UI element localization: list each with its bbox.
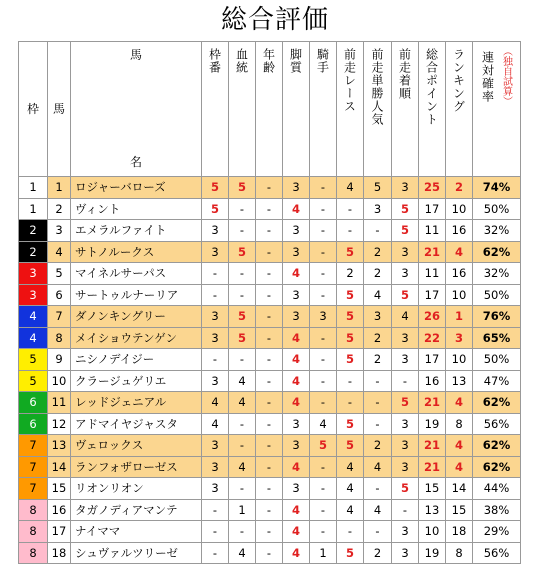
score-cell-col-0: - xyxy=(202,499,229,521)
score-cell-col-2: - xyxy=(256,370,283,392)
waku-cell: 8 xyxy=(19,542,48,564)
score-cell-col-3: 4 xyxy=(283,521,310,543)
score-cell-col-7: 5 xyxy=(392,198,419,220)
score-cell-col-8: 21 xyxy=(419,435,446,457)
score-cell-col-4: - xyxy=(310,349,337,371)
header-uma: 馬 xyxy=(48,42,71,177)
score-cell-col-6: - xyxy=(364,370,392,392)
score-cell-col-9: 2 xyxy=(446,177,473,199)
waku-cell: 8 xyxy=(19,521,48,543)
score-cell-col-9: 16 xyxy=(446,220,473,242)
header-col-3: 脚質 xyxy=(283,42,310,177)
score-cell-col-10: 56% xyxy=(473,542,521,564)
score-cell-col-9: 10 xyxy=(446,198,473,220)
score-cell-col-5: - xyxy=(337,198,364,220)
score-cell-col-3: 4 xyxy=(283,263,310,285)
header-col-2: 年齢 xyxy=(256,42,283,177)
table-row xyxy=(19,306,521,328)
score-cell-col-0: 4 xyxy=(202,413,229,435)
score-cell-col-3: 3 xyxy=(283,241,310,263)
score-cell-col-8: 16 xyxy=(419,370,446,392)
score-cell-col-3: 4 xyxy=(283,499,310,521)
table-row xyxy=(19,456,521,478)
horse-name: メイショウテンゲン xyxy=(71,327,202,349)
score-cell-col-1: 5 xyxy=(229,306,256,328)
score-cell-col-3: 3 xyxy=(283,478,310,500)
header-col-0: 枠番 xyxy=(202,42,229,177)
horse-name: リオンリオン xyxy=(71,478,202,500)
score-cell-col-0: 3 xyxy=(202,241,229,263)
score-cell-col-10: 47% xyxy=(473,370,521,392)
score-cell-col-6: 2 xyxy=(364,327,392,349)
header-col-6: 前走単勝人気 xyxy=(364,42,392,177)
score-cell-col-3: 3 xyxy=(283,413,310,435)
header-name-top: 馬 xyxy=(129,48,142,62)
header-col-9: ランキング xyxy=(446,42,473,177)
score-cell-col-2: - xyxy=(256,220,283,242)
score-cell-col-6: 2 xyxy=(364,435,392,457)
score-cell-col-7: 3 xyxy=(392,413,419,435)
score-cell-col-10: 76% xyxy=(473,306,521,328)
waku-cell: 5 xyxy=(19,370,48,392)
score-cell-col-10: 56% xyxy=(473,413,521,435)
header-sub-note: （独自試算） xyxy=(500,46,512,106)
waku-cell: 7 xyxy=(19,456,48,478)
score-cell-col-8: 21 xyxy=(419,241,446,263)
score-cell-col-4: - xyxy=(310,327,337,349)
score-cell-col-8: 19 xyxy=(419,542,446,564)
waku-cell: 2 xyxy=(19,220,48,242)
score-cell-col-0: 3 xyxy=(202,306,229,328)
score-cell-col-1: - xyxy=(229,435,256,457)
score-cell-col-2: - xyxy=(256,456,283,478)
score-cell-col-1: - xyxy=(229,413,256,435)
score-cell-col-0: 3 xyxy=(202,327,229,349)
score-cell-col-5: 5 xyxy=(337,349,364,371)
score-cell-col-4: - xyxy=(310,499,337,521)
waku-cell: 2 xyxy=(19,241,48,263)
score-cell-col-7: 5 xyxy=(392,284,419,306)
score-cell-col-5: 4 xyxy=(337,499,364,521)
score-cell-col-9: 4 xyxy=(446,435,473,457)
header-col-8: 総合ポイント xyxy=(419,42,446,177)
horse-number: 15 xyxy=(48,478,71,500)
score-cell-col-3: 4 xyxy=(283,392,310,414)
table-row xyxy=(19,413,521,435)
score-cell-col-5: 4 xyxy=(337,177,364,199)
score-cell-col-4: - xyxy=(310,456,337,478)
score-cell-col-4: - xyxy=(310,521,337,543)
score-cell-col-4: 5 xyxy=(310,435,337,457)
score-cell-col-7: 3 xyxy=(392,177,419,199)
horse-number: 3 xyxy=(48,220,71,242)
score-cell-col-2: - xyxy=(256,478,283,500)
score-cell-col-9: 8 xyxy=(446,413,473,435)
horse-name: ロジャーバローズ xyxy=(71,177,202,199)
score-cell-col-4: - xyxy=(310,478,337,500)
score-cell-col-2: - xyxy=(256,413,283,435)
score-cell-col-8: 26 xyxy=(419,306,446,328)
score-cell-col-0: - xyxy=(202,349,229,371)
table-row xyxy=(19,435,521,457)
table-row xyxy=(19,370,521,392)
table-row xyxy=(19,284,521,306)
score-cell-col-5: 4 xyxy=(337,456,364,478)
score-cell-col-10: 62% xyxy=(473,241,521,263)
table-row xyxy=(19,478,521,500)
score-cell-col-2: - xyxy=(256,177,283,199)
score-cell-col-5: 2 xyxy=(337,263,364,285)
table-row xyxy=(19,521,521,543)
waku-cell: 4 xyxy=(19,327,48,349)
score-cell-col-0: - xyxy=(202,263,229,285)
horse-name: シュヴァルツリーゼ xyxy=(71,542,202,564)
score-cell-col-2: - xyxy=(256,241,283,263)
waku-cell: 4 xyxy=(19,306,48,328)
score-cell-col-7: 3 xyxy=(392,521,419,543)
score-cell-col-7: 4 xyxy=(392,306,419,328)
score-cell-col-8: 17 xyxy=(419,198,446,220)
header-name-bottom: 名 xyxy=(129,155,142,169)
score-cell-col-1: 4 xyxy=(229,542,256,564)
score-cell-col-3: 3 xyxy=(283,435,310,457)
header-col-4: 騎手 xyxy=(310,42,337,177)
score-cell-col-10: 50% xyxy=(473,198,521,220)
score-cell-col-6: - xyxy=(364,413,392,435)
horse-number: 17 xyxy=(48,521,71,543)
score-cell-col-8: 21 xyxy=(419,392,446,414)
score-cell-col-7: 3 xyxy=(392,456,419,478)
score-cell-col-8: 10 xyxy=(419,521,446,543)
score-cell-col-1: 4 xyxy=(229,456,256,478)
score-cell-col-3: 3 xyxy=(283,306,310,328)
score-cell-col-0: 5 xyxy=(202,177,229,199)
score-cell-col-10: 32% xyxy=(473,263,521,285)
score-cell-col-5: - xyxy=(337,220,364,242)
score-cell-col-1: 5 xyxy=(229,241,256,263)
score-cell-col-4: - xyxy=(310,198,337,220)
score-cell-col-4: - xyxy=(310,177,337,199)
horse-number: 1 xyxy=(48,177,71,199)
score-cell-col-8: 11 xyxy=(419,220,446,242)
waku-cell: 1 xyxy=(19,198,48,220)
horse-name: ダノンキングリー xyxy=(71,306,202,328)
horse-number: 12 xyxy=(48,413,71,435)
score-cell-col-6: 5 xyxy=(364,177,392,199)
table-row xyxy=(19,241,521,263)
score-cell-col-9: 1 xyxy=(446,306,473,328)
score-cell-col-6: - xyxy=(364,478,392,500)
score-cell-col-7: - xyxy=(392,499,419,521)
score-cell-col-9: 8 xyxy=(446,542,473,564)
score-cell-col-0: - xyxy=(202,284,229,306)
score-cell-col-9: 4 xyxy=(446,392,473,414)
score-cell-col-7: 3 xyxy=(392,241,419,263)
horse-number: 2 xyxy=(48,198,71,220)
score-cell-col-5: - xyxy=(337,392,364,414)
horse-number: 7 xyxy=(48,306,71,328)
horse-name: ランフォザローゼス xyxy=(71,456,202,478)
score-cell-col-2: - xyxy=(256,263,283,285)
score-cell-col-10: 50% xyxy=(473,349,521,371)
score-cell-col-1: - xyxy=(229,263,256,285)
score-cell-col-2: - xyxy=(256,349,283,371)
horse-number: 11 xyxy=(48,392,71,414)
score-cell-col-2: - xyxy=(256,198,283,220)
score-cell-col-5: 5 xyxy=(337,542,364,564)
table-row xyxy=(19,349,521,371)
score-cell-col-5: - xyxy=(337,370,364,392)
score-cell-col-5: 5 xyxy=(337,284,364,306)
score-cell-col-7: 5 xyxy=(392,220,419,242)
horse-name: アドマイヤジャスタ xyxy=(71,413,202,435)
evaluation-table xyxy=(18,41,521,564)
score-cell-col-6: 4 xyxy=(364,456,392,478)
score-cell-col-5: 5 xyxy=(337,413,364,435)
waku-cell: 5 xyxy=(19,349,48,371)
score-cell-col-0: 3 xyxy=(202,220,229,242)
horse-name: マイネルサーパス xyxy=(71,263,202,285)
waku-cell: 3 xyxy=(19,284,48,306)
score-cell-col-7: 5 xyxy=(392,478,419,500)
score-cell-col-5: 5 xyxy=(337,327,364,349)
score-cell-col-1: 4 xyxy=(229,370,256,392)
score-cell-col-8: 13 xyxy=(419,499,446,521)
score-cell-col-8: 11 xyxy=(419,263,446,285)
header-row xyxy=(19,42,521,177)
score-cell-col-0: 4 xyxy=(202,392,229,414)
score-cell-col-6: - xyxy=(364,392,392,414)
score-cell-col-4: - xyxy=(310,241,337,263)
score-cell-col-5: - xyxy=(337,521,364,543)
score-cell-col-9: 4 xyxy=(446,456,473,478)
horse-number: 13 xyxy=(48,435,71,457)
score-cell-col-3: 4 xyxy=(283,456,310,478)
header-waku: 枠 xyxy=(19,42,48,177)
score-cell-col-3: 4 xyxy=(283,198,310,220)
score-cell-col-7: - xyxy=(392,370,419,392)
score-cell-col-9: 14 xyxy=(446,478,473,500)
table-row xyxy=(19,263,521,285)
waku-cell: 7 xyxy=(19,435,48,457)
horse-name: ヴェロックス xyxy=(71,435,202,457)
header-name xyxy=(71,42,202,177)
score-cell-col-4: - xyxy=(310,370,337,392)
score-cell-col-3: 3 xyxy=(283,220,310,242)
waku-cell: 7 xyxy=(19,478,48,500)
score-cell-col-5: 5 xyxy=(337,306,364,328)
horse-name: エメラルファイト xyxy=(71,220,202,242)
score-cell-col-1: - xyxy=(229,349,256,371)
score-cell-col-0: 5 xyxy=(202,198,229,220)
score-cell-col-2: - xyxy=(256,306,283,328)
score-cell-col-7: 3 xyxy=(392,435,419,457)
score-cell-col-8: 25 xyxy=(419,177,446,199)
score-cell-col-2: - xyxy=(256,435,283,457)
score-cell-col-1: - xyxy=(229,521,256,543)
score-cell-col-6: 2 xyxy=(364,263,392,285)
table-row xyxy=(19,198,521,220)
horse-number: 5 xyxy=(48,263,71,285)
score-cell-col-1: - xyxy=(229,478,256,500)
score-cell-col-2: - xyxy=(256,327,283,349)
score-cell-col-0: 3 xyxy=(202,478,229,500)
horse-name: タガノディアマンテ xyxy=(71,499,202,521)
horse-name: ヴィント xyxy=(71,198,202,220)
waku-cell: 6 xyxy=(19,392,48,414)
header-col-10: 連対確率 （独自試算） xyxy=(473,42,521,177)
score-cell-col-9: 16 xyxy=(446,263,473,285)
score-cell-col-5: 5 xyxy=(337,241,364,263)
score-cell-col-1: - xyxy=(229,284,256,306)
score-cell-col-2: - xyxy=(256,392,283,414)
score-cell-col-0: 3 xyxy=(202,456,229,478)
horse-number: 10 xyxy=(48,370,71,392)
header-col-7: 前走着順 xyxy=(392,42,419,177)
score-cell-col-2: - xyxy=(256,521,283,543)
score-cell-col-6: 3 xyxy=(364,306,392,328)
horse-name: レッドジェニアル xyxy=(71,392,202,414)
horse-name: サトノルークス xyxy=(71,241,202,263)
score-cell-col-10: 62% xyxy=(473,392,521,414)
score-cell-col-5: 5 xyxy=(337,435,364,457)
score-cell-col-0: - xyxy=(202,542,229,564)
score-cell-col-1: - xyxy=(229,198,256,220)
score-cell-col-9: 10 xyxy=(446,349,473,371)
score-cell-col-4: - xyxy=(310,220,337,242)
horse-name: クラージュゲリエ xyxy=(71,370,202,392)
score-cell-col-1: 1 xyxy=(229,499,256,521)
score-cell-col-10: 50% xyxy=(473,284,521,306)
table-row xyxy=(19,220,521,242)
score-cell-col-7: 3 xyxy=(392,542,419,564)
score-cell-col-2: - xyxy=(256,499,283,521)
score-cell-col-6: 2 xyxy=(364,241,392,263)
score-cell-col-3: 3 xyxy=(283,284,310,306)
score-cell-col-3: 3 xyxy=(283,177,310,199)
score-cell-col-10: 29% xyxy=(473,521,521,543)
page-title: 総合評価 xyxy=(220,5,329,35)
score-cell-col-9: 3 xyxy=(446,327,473,349)
table-row xyxy=(19,327,521,349)
header-col-1: 血統 xyxy=(229,42,256,177)
horse-number: 14 xyxy=(48,456,71,478)
table-row xyxy=(19,177,521,199)
horse-name: サートゥルナーリア xyxy=(71,284,202,306)
score-cell-col-1: 5 xyxy=(229,177,256,199)
score-cell-col-4: 3 xyxy=(310,306,337,328)
score-cell-col-6: 4 xyxy=(364,499,392,521)
score-cell-col-4: - xyxy=(310,392,337,414)
waku-cell: 3 xyxy=(19,263,48,285)
score-cell-col-9: 15 xyxy=(446,499,473,521)
score-cell-col-3: 4 xyxy=(283,327,310,349)
horse-number: 9 xyxy=(48,349,71,371)
horse-number: 16 xyxy=(48,499,71,521)
score-cell-col-6: - xyxy=(364,220,392,242)
score-cell-col-10: 62% xyxy=(473,456,521,478)
waku-cell: 1 xyxy=(19,177,48,199)
table-row xyxy=(19,499,521,521)
score-cell-col-1: 4 xyxy=(229,392,256,414)
score-cell-col-2: - xyxy=(256,542,283,564)
table-row xyxy=(19,392,521,414)
score-cell-col-6: 4 xyxy=(364,284,392,306)
score-cell-col-8: 17 xyxy=(419,284,446,306)
score-cell-col-1: - xyxy=(229,220,256,242)
score-cell-col-3: 4 xyxy=(283,542,310,564)
score-cell-col-10: 74% xyxy=(473,177,521,199)
score-cell-col-9: 4 xyxy=(446,241,473,263)
score-cell-col-6: - xyxy=(364,521,392,543)
score-cell-col-10: 65% xyxy=(473,327,521,349)
score-cell-col-4: - xyxy=(310,263,337,285)
score-cell-col-8: 17 xyxy=(419,349,446,371)
score-cell-col-4: 4 xyxy=(310,413,337,435)
horse-number: 4 xyxy=(48,241,71,263)
score-cell-col-10: 44% xyxy=(473,478,521,500)
score-cell-col-8: 22 xyxy=(419,327,446,349)
score-cell-col-4: 1 xyxy=(310,542,337,564)
score-cell-col-0: 3 xyxy=(202,370,229,392)
score-cell-col-7: 3 xyxy=(392,327,419,349)
score-cell-col-7: 3 xyxy=(392,349,419,371)
score-cell-col-6: 2 xyxy=(364,542,392,564)
horse-name: ニシノデイジー xyxy=(71,349,202,371)
waku-cell: 6 xyxy=(19,413,48,435)
horse-number: 8 xyxy=(48,327,71,349)
horse-name: ナイママ xyxy=(71,521,202,543)
score-cell-col-10: 62% xyxy=(473,435,521,457)
score-cell-col-6: 2 xyxy=(364,349,392,371)
score-cell-col-7: 3 xyxy=(392,263,419,285)
score-cell-col-9: 18 xyxy=(446,521,473,543)
score-cell-col-0: - xyxy=(202,521,229,543)
score-cell-col-8: 15 xyxy=(419,478,446,500)
header-col-5: 前走レース xyxy=(337,42,364,177)
horse-number: 6 xyxy=(48,284,71,306)
score-cell-col-1: 5 xyxy=(229,327,256,349)
score-cell-col-8: 21 xyxy=(419,456,446,478)
score-cell-col-8: 19 xyxy=(419,413,446,435)
score-cell-col-9: 13 xyxy=(446,370,473,392)
score-cell-col-9: 10 xyxy=(446,284,473,306)
horse-number: 18 xyxy=(48,542,71,564)
score-cell-col-3: 4 xyxy=(283,349,310,371)
score-cell-col-2: - xyxy=(256,284,283,306)
score-cell-col-4: - xyxy=(310,284,337,306)
score-cell-col-7: 5 xyxy=(392,392,419,414)
score-cell-col-0: 3 xyxy=(202,435,229,457)
score-cell-col-3: 4 xyxy=(283,370,310,392)
score-cell-col-10: 38% xyxy=(473,499,521,521)
score-cell-col-6: 3 xyxy=(364,198,392,220)
table-row xyxy=(19,542,521,564)
score-cell-col-5: 4 xyxy=(337,478,364,500)
waku-cell: 8 xyxy=(19,499,48,521)
score-cell-col-10: 32% xyxy=(473,220,521,242)
